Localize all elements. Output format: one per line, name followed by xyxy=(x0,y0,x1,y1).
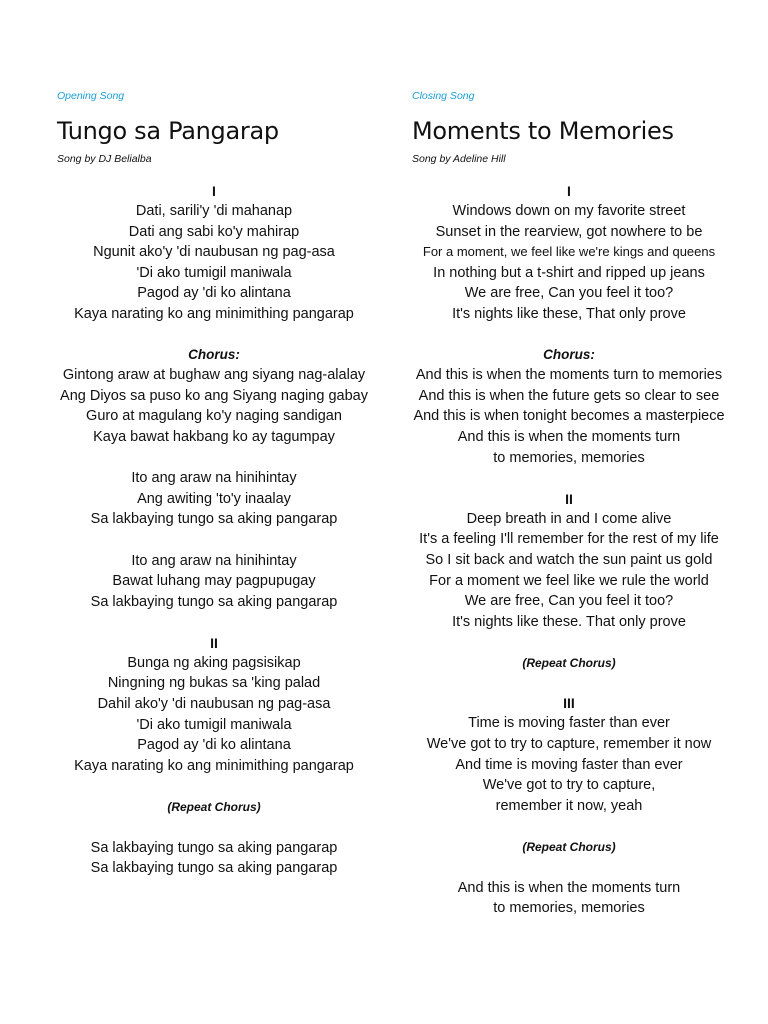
opening-song-lyrics xyxy=(49,181,379,879)
lyric-line: 'Di ako tumigil maniwala xyxy=(136,716,292,733)
lyric-line: Dati, sarili'y 'di mahanap xyxy=(135,203,293,219)
lyric-line: And this is when tonight becomes a masterpiece xyxy=(413,408,725,425)
verse-heading: II xyxy=(210,634,218,651)
lyric-line: And this is when the future gets so clear to see xyxy=(418,387,720,404)
lyric-line: Sa lakbaying tungo sa aking pangarap xyxy=(90,839,338,856)
opening-song-title: Tungo sa Pangarap xyxy=(57,117,279,145)
lyric-line: And this is when the moments turn xyxy=(457,879,681,896)
lyric-line: Sa lakbaying tungo sa aking pangarap xyxy=(90,593,338,610)
lyric-line: We've got to try to capture, xyxy=(482,777,656,794)
lyric-line: Ang Diyos sa puso ko ang Siyang naging gabay xyxy=(60,387,368,404)
lyric-line: Ngunit ako'y 'di naubusan ng pag-asa xyxy=(93,244,335,261)
lyric-line: to memories, memories xyxy=(493,900,645,917)
lyric-line: Ito ang araw na hinihintay xyxy=(131,470,297,487)
lyric-line: Sunset in the rearview, got nowhere to be xyxy=(435,223,703,240)
lyric-line: Gintong araw at bughaw ang siyang nag-alalay xyxy=(62,367,366,384)
lyric-line: Sa lakbaying tungo sa aking pangarap xyxy=(90,860,338,877)
closing-song-column xyxy=(412,87,742,919)
lyric-line: It's nights like these, That only prove xyxy=(452,305,686,322)
lyric-line: Windows down on my favorite street xyxy=(452,203,686,219)
lyric-line: Dahil ako'y 'di naubusan ng pag-asa xyxy=(97,696,331,713)
chorus-label: Chorus: xyxy=(188,347,240,363)
opening-song-author: Song by DJ Belialba xyxy=(57,153,152,165)
lyric-line: So I sit back and watch the sun paint us gold xyxy=(425,551,713,568)
lyric-line: It's a feeling I'll remember for the rest of my life xyxy=(419,531,719,548)
lyric-line: We are free, Can you feel it too? xyxy=(464,593,674,610)
verse-heading: II xyxy=(565,490,573,507)
lyric-line: to memories, memories xyxy=(493,449,645,466)
lyric-line: remember it now, yeah xyxy=(495,797,643,814)
closing-song-label: Closing Song xyxy=(412,90,475,102)
lyric-line: And time is moving faster than ever xyxy=(455,756,683,773)
lyric-line: For a moment we feel like we rule the world xyxy=(429,572,709,589)
closing-song-author: Song by Adeline Hill xyxy=(412,153,506,165)
lyric-line: Kaya narating ko ang minimithing pangarap xyxy=(74,305,354,322)
lyric-line: It's nights like these. That only prove xyxy=(452,613,686,630)
lyric-line: Deep breath in and I come alive xyxy=(466,510,672,527)
lyric-line: Kaya narating ko ang minimithing pangarap xyxy=(74,757,354,774)
lyric-line: Ang awiting 'to'y inaalay xyxy=(137,490,291,507)
closing-song-lyrics xyxy=(404,181,734,919)
lyric-line: Kaya bawat hakbang ko ay tagumpay xyxy=(93,428,335,445)
chorus-label: Chorus: xyxy=(543,347,595,363)
lyric-line: We are free, Can you feel it too? xyxy=(464,285,674,302)
lyric-line: We've got to try to capture, remember it now xyxy=(426,736,712,753)
lyric-line: And this is when the moments turn to memories xyxy=(415,367,723,384)
repeat-chorus-note: (Repeat Chorus) xyxy=(522,655,616,670)
verse-heading: I xyxy=(212,183,216,199)
repeat-chorus-note: (Repeat Chorus) xyxy=(522,840,616,855)
opening-song-column xyxy=(57,87,387,879)
verse-heading: III xyxy=(563,695,575,712)
lyric-line: Sa lakbaying tungo sa aking pangarap xyxy=(90,511,338,528)
opening-song-label: Opening Song xyxy=(57,90,125,102)
lyric-line: Time is moving faster than ever xyxy=(468,715,670,732)
lyric-line: Dati ang sabi ko'y mahirap xyxy=(128,223,300,240)
repeat-chorus-note: (Repeat Chorus) xyxy=(167,800,261,815)
lyric-line: In nothing but a t-shirt and ripped up jeans xyxy=(433,264,705,281)
lyric-line: Guro at magulang ko'y naging sandigan xyxy=(86,408,342,425)
closing-song-title: Moments to Memories xyxy=(412,117,674,145)
lyric-line: Bawat luhang may pagpupugay xyxy=(112,573,316,590)
lyric-line: Ningning ng bukas sa 'king palad xyxy=(107,675,321,692)
lyric-line: For a moment, we feel like we're kings and queens xyxy=(422,244,716,260)
lyric-line: Pagod ay 'di ko alintana xyxy=(137,737,291,754)
lyric-line: Ito ang araw na hinihintay xyxy=(131,552,297,569)
lyric-line: And this is when the moments turn xyxy=(457,428,681,445)
lyric-line: Bunga ng aking pagsisikap xyxy=(127,654,301,671)
verse-heading: I xyxy=(567,183,571,199)
lyric-line: 'Di ako tumigil maniwala xyxy=(136,264,292,281)
lyric-line: Pagod ay 'di ko alintana xyxy=(137,285,291,302)
